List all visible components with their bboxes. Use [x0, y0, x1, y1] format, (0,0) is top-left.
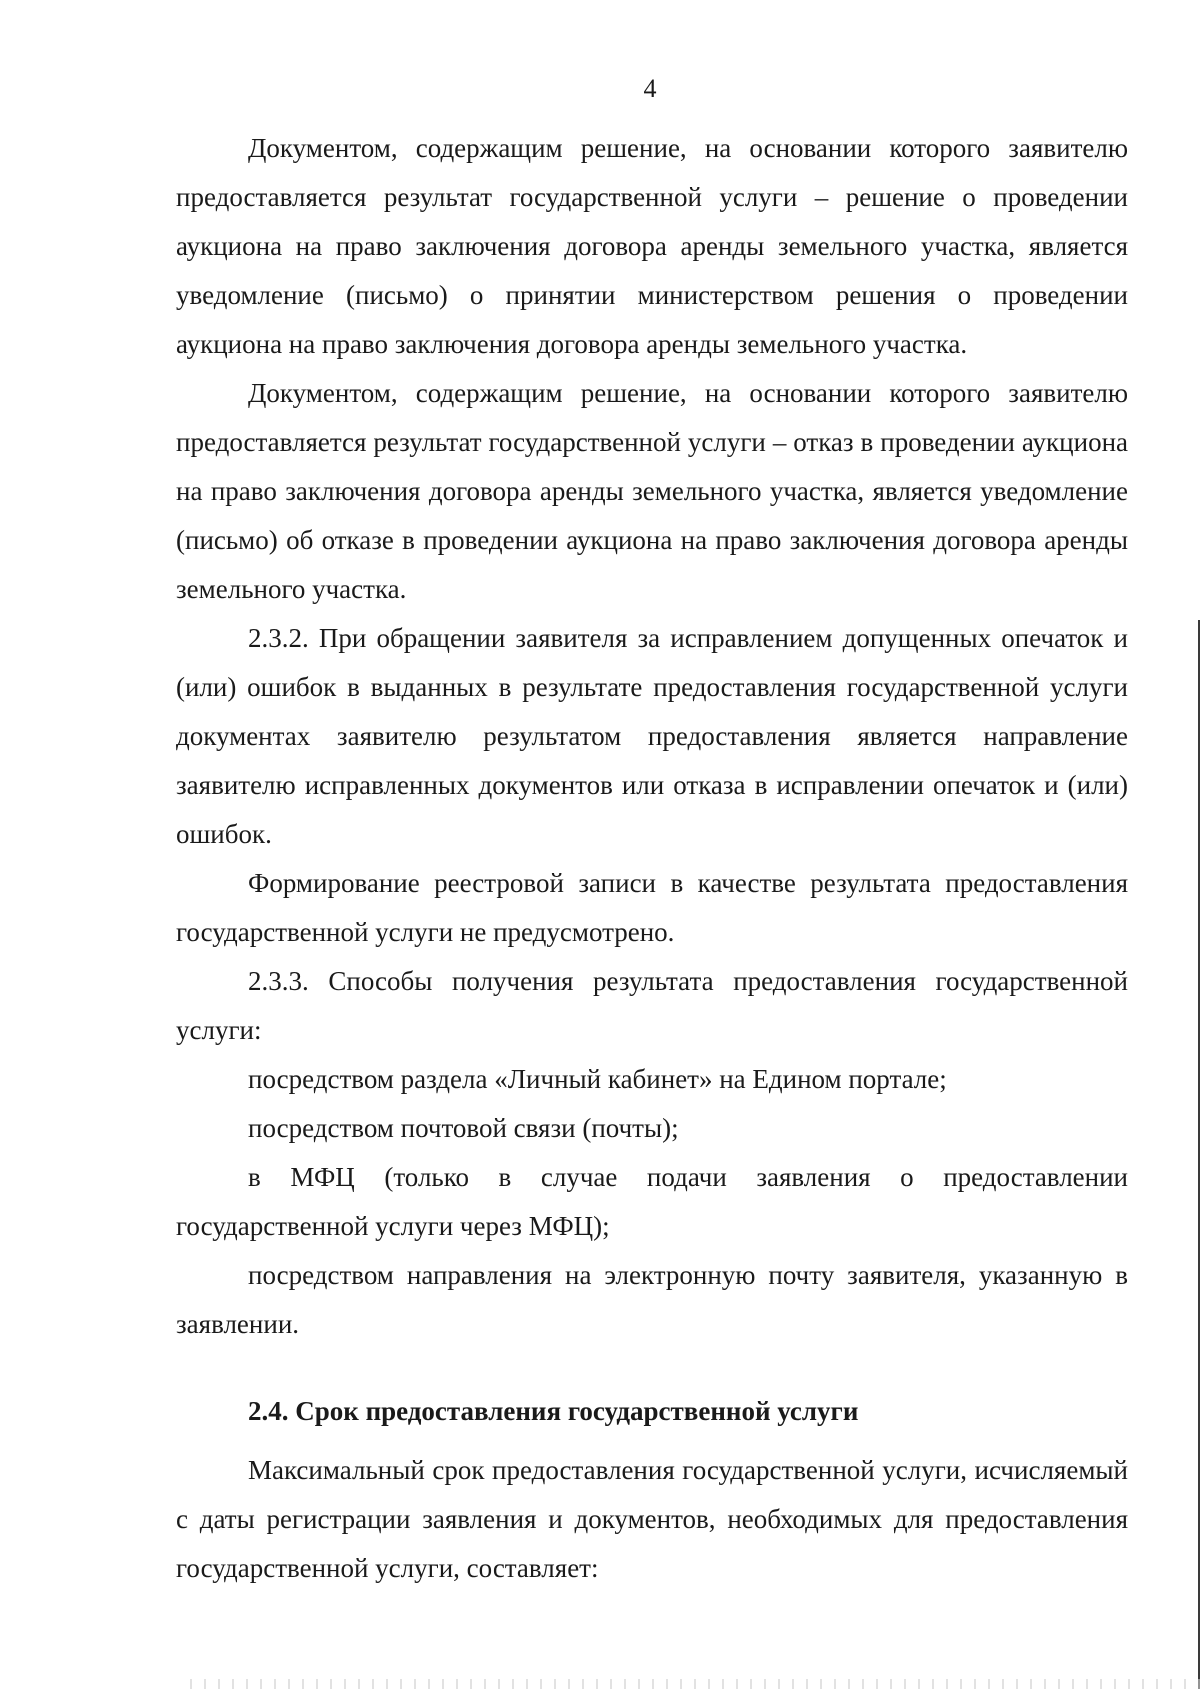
list-item-postal: посредством почтовой связи (почты);: [248, 1113, 679, 1143]
list-item-personal-cabinet: посредством раздела «Личный кабинет» на Едином портале;: [248, 1064, 947, 1094]
paragraph-max-term: Максимальный срок предоставления государственной услуги, исчисляемый с даты регистрации заявления и документов, необходимых для предоставления государственной услуги, составляет:: [176, 1455, 1128, 1583]
page-number: 4: [643, 74, 657, 103]
paragraph-2-3-3: 2.3.3. Способы получения результата предоставления государственной услуги:: [176, 966, 1128, 1045]
document-body: [176, 124, 1128, 1593]
paragraph-registry-record: Формирование реестровой записи в качестве результата предоставления государственной услуги не предусмотрено.: [176, 868, 1128, 947]
paragraph-result-refusal: Документом, содержащим решение, на основании которого заявителю предоставляется результат государственной услуги – отказ в проведении аукциона на право заключения договора аренды земельного участка, является уведомление (письмо) об отказе в проведении аукциона на право заключения договора аренды земельного участка.: [176, 378, 1128, 604]
scan-bottom-noise: [190, 1679, 1200, 1689]
list-item-mfc: в МФЦ (только в случае подачи заявления о предоставлении государственной услуги через МФЦ);: [176, 1162, 1128, 1241]
list-item-email: посредством направления на электронную почту заявителя, указанную в заявлении.: [176, 1260, 1128, 1339]
paragraph-result-decision: Документом, содержащим решение, на основании которого заявителю предоставляется результат государственной услуги – решение о проведении аукциона на право заключения договора аренды земельного участка, является уведомление (письмо) о принятии министерством решения о проведении аукциона на право заключения договора аренды земельного участка.: [176, 133, 1128, 359]
section-heading-2-4: 2.4. Срок предоставления государственной услуги: [248, 1396, 859, 1426]
paragraph-2-3-2: 2.3.2. При обращении заявителя за исправлением допущенных опечаток и (или) ошибок в выданных в результате предоставления государственной услуги документах заявителю результатом предоставления является направление заявителю исправленных документов или отказа в исправлении опечаток и (или) ошибок.: [176, 623, 1128, 849]
